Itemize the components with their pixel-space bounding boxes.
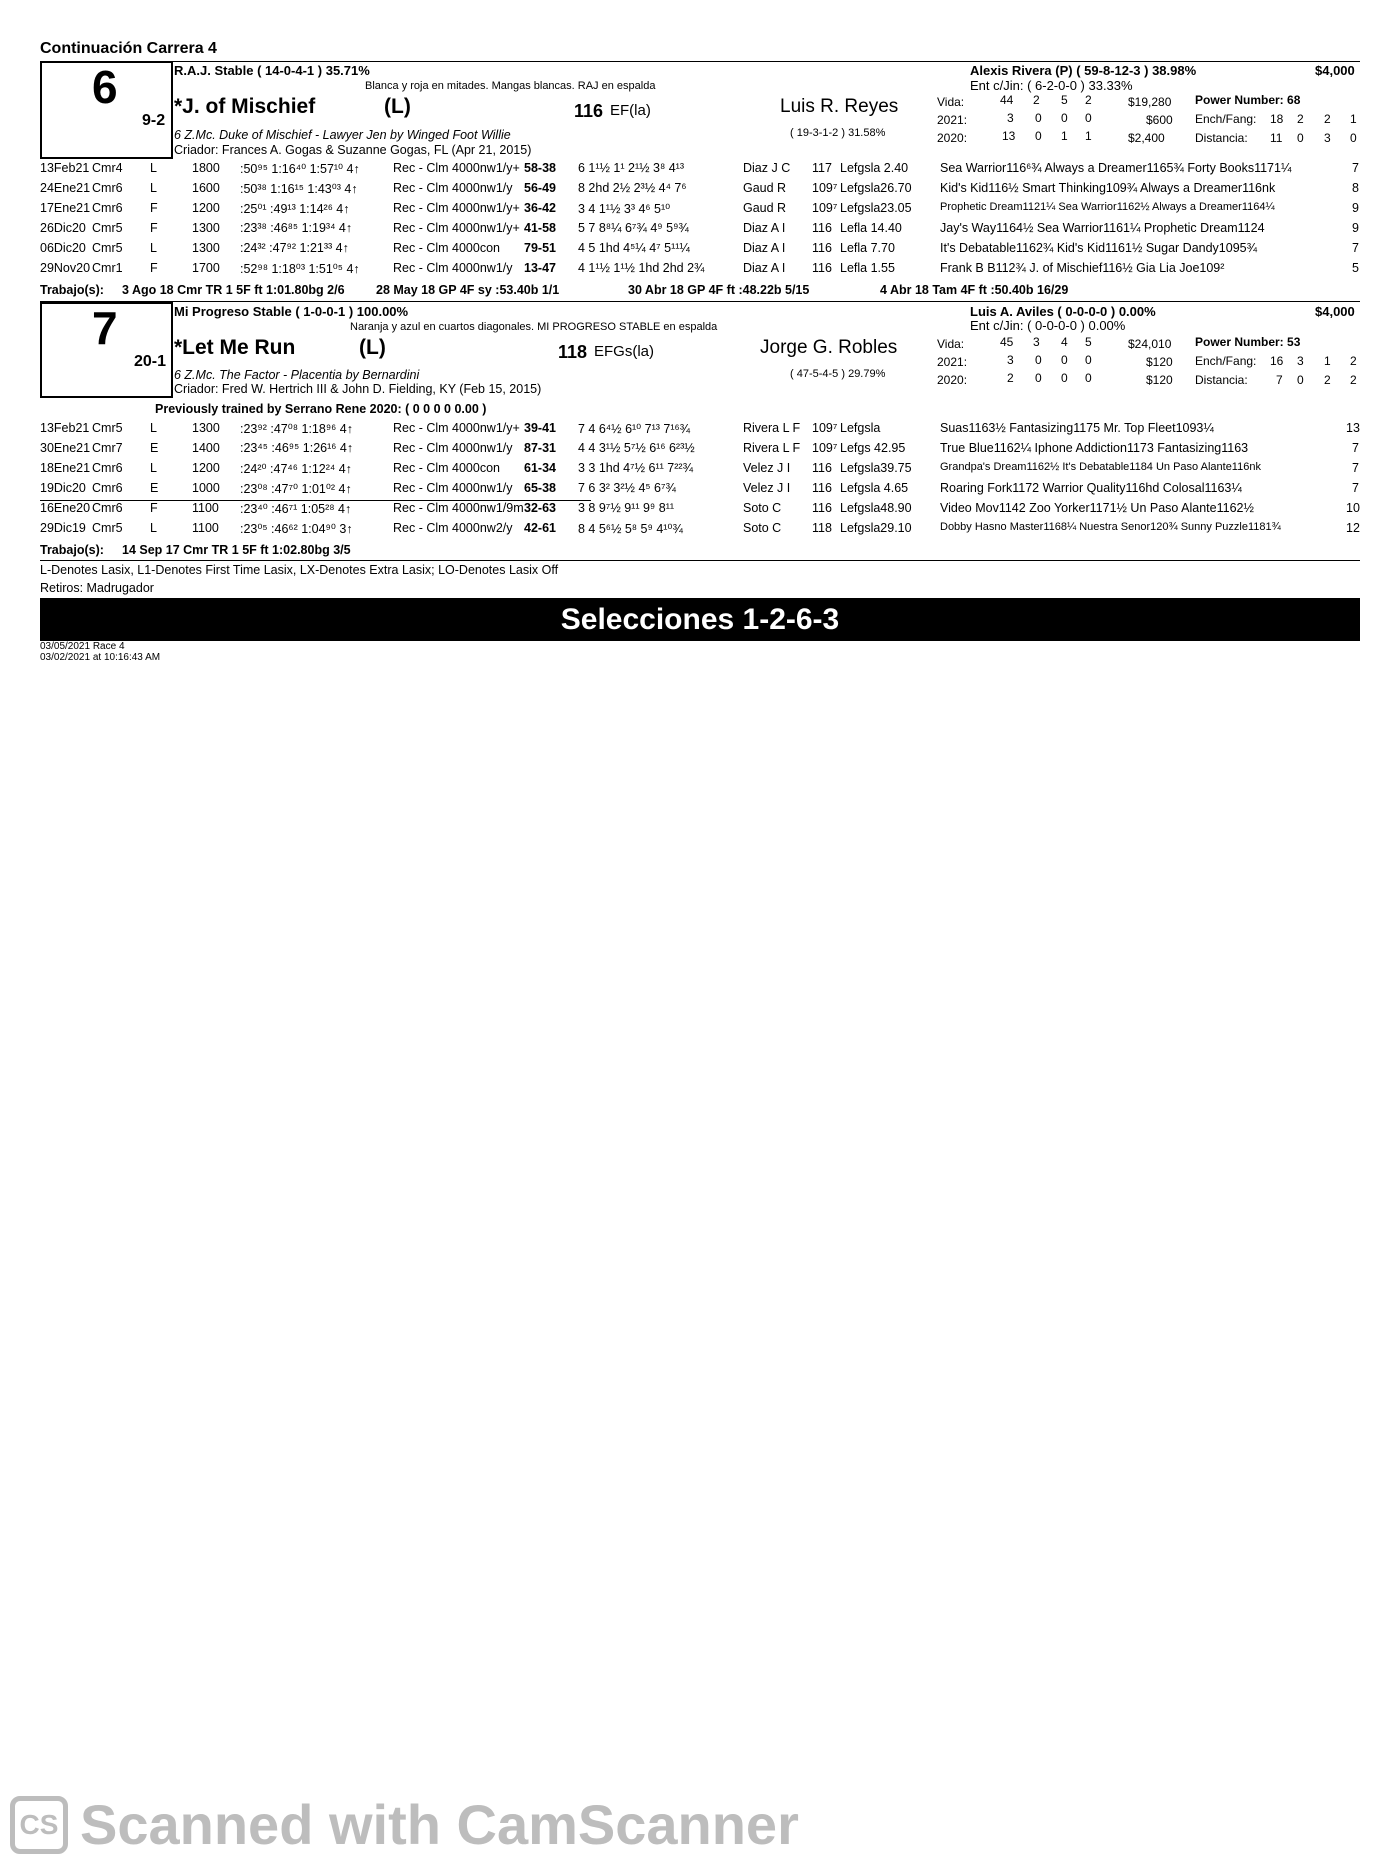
fractions: :24²⁰ :47⁴⁶ 1:12²⁴ 4↑ — [240, 462, 352, 476]
speed-figure: 41-58 — [524, 221, 556, 235]
stat-label: Distancia: — [1195, 373, 1248, 387]
distance: 1800 — [192, 161, 220, 175]
race-track: Cmr7 — [92, 441, 123, 455]
workout: 4 Abr 18 Tam 4F ft :50.40b 16/29 — [880, 283, 1069, 297]
stat-starts: 45 — [1000, 335, 1014, 349]
stat-wins: 0 — [1035, 129, 1042, 143]
stat-starts: 44 — [1000, 93, 1014, 107]
breeder: Criador: Frances A. Gogas & Suzanne Gogas, FL (Apr 21, 2015) — [174, 143, 532, 157]
odds: Lefgsla 2.40 — [840, 161, 909, 175]
odds: Lefla 7.70 — [840, 241, 895, 255]
stat-label: 2021: — [937, 113, 968, 127]
past-performance-row — [0, 461, 1389, 481]
stat-label: Ench/Fang: — [1195, 112, 1257, 126]
race-weight: 116 — [812, 501, 832, 515]
finishers: Roaring Fork1172 Warrior Quality116hd Colosal1163¼ — [940, 481, 1242, 495]
odds: Lefgsla26.70 — [840, 181, 912, 195]
jockey-name: Luis R. Reyes — [780, 96, 899, 117]
distance: 1600 — [192, 181, 220, 195]
surface: L — [150, 181, 157, 195]
surface: E — [150, 481, 159, 495]
stat-wins: 2 — [1297, 112, 1304, 126]
stat-wins: 2 — [1033, 93, 1040, 107]
race-type: Rec - Clm 4000nw1/y+ — [393, 161, 520, 175]
equipment: EFGs(la) — [594, 343, 654, 360]
speed-figure: 61-34 — [524, 461, 556, 475]
stat-shows: 0 — [1085, 371, 1092, 385]
stat-label: 2020: — [937, 373, 968, 387]
past-performance-row — [0, 201, 1389, 221]
jockey: Diaz A I — [743, 261, 786, 275]
odds: Lefgsla29.10 — [840, 521, 912, 535]
race-type: Rec - Clm 4000nw1/y+ — [393, 201, 520, 215]
stat-wins: 0 — [1035, 111, 1042, 125]
race-track: Cmr5 — [92, 221, 123, 235]
field-size: 12 — [1346, 521, 1360, 535]
past-performance-row — [0, 261, 1389, 281]
lasix-flag: (L) — [359, 336, 386, 359]
race-weight: 109⁷ — [812, 421, 838, 435]
stat-starts: 3 — [1007, 111, 1014, 125]
stat-places: 2 — [1324, 373, 1331, 387]
fractions: :25⁰¹ :49¹³ 1:14²⁶ 4↑ — [240, 202, 350, 216]
speed-figure: 39-41 — [524, 421, 556, 435]
stat-shows: 0 — [1085, 353, 1092, 367]
race-type: Rec - Clm 4000con — [393, 461, 500, 475]
finishers: Frank B B112¾ J. of Mischief116½ Gia Lia Joe109² — [940, 261, 1225, 275]
stat-label: 2020: — [937, 131, 968, 145]
surface: L — [150, 461, 157, 475]
fractions: :23⁴⁰ :46⁷¹ 1:05²⁸ 4↑ — [240, 502, 352, 516]
fractions: :23⁰⁸ :47⁷⁰ 1:01⁰² 4↑ — [240, 482, 352, 496]
stat-shows: 2 — [1350, 354, 1357, 368]
stat-starts: 18 — [1270, 112, 1284, 126]
race-type: Rec - Clm 4000nw1/y — [393, 441, 513, 455]
trainer-jockey: Ent c/Jin: ( 6-2-0-0 ) 33.33% — [970, 78, 1133, 93]
race-date: 13Feb21 — [40, 161, 90, 175]
speed-figure: 56-49 — [524, 181, 556, 195]
finishers: Dobby Hasno Master1168¼ Nuestra Senor120¾ Sunny Puzzle1181¾ — [940, 521, 1281, 533]
past-performance-row — [0, 501, 1389, 521]
owner: Mi Progreso Stable ( 1-0-0-1 ) 100.00% — [174, 304, 409, 319]
distance: 1700 — [192, 261, 220, 275]
claim-price: $4,000 — [1315, 304, 1355, 319]
running-line: 7 4 6⁴½ 6¹⁰ 7¹³ 7¹⁶¾ — [578, 422, 691, 436]
workout: 14 Sep 17 Cmr TR 1 5F ft 1:02.80bg 3/5 — [122, 543, 351, 557]
stat-shows: 5 — [1085, 335, 1092, 349]
fractions: :23⁰⁵ :46⁶² 1:04⁹⁰ 3↑ — [240, 522, 353, 536]
field-size: 7 — [1352, 441, 1359, 455]
stat-starts: 2 — [1007, 371, 1014, 385]
distance: 1200 — [192, 201, 220, 215]
stat-places: 5 — [1061, 93, 1068, 107]
divider — [172, 61, 1360, 62]
running-line: 4 1¹½ 1¹½ 1hd 2hd 2¾ — [578, 261, 705, 275]
stat-shows: 2 — [1350, 373, 1357, 387]
weight: 118 — [558, 342, 588, 362]
lasix-note: L-Denotes Lasix, L1-Denotes First Time Lasix, LX-Denotes Extra Lasix; LO-Denotes Lasix Off — [40, 563, 559, 577]
jockey-name: Jorge G. Robles — [760, 337, 898, 358]
race-weight: 117 — [812, 161, 832, 175]
speed-figure: 79-51 — [524, 241, 556, 255]
odds: Lefgsla39.75 — [840, 461, 912, 475]
silks: Naranja y azul en cuartos diagonales. MI PROGRESO STABLE en espalda — [350, 321, 718, 333]
speed-figure: 13-47 — [524, 261, 556, 275]
divider — [40, 301, 1360, 302]
field-size: 8 — [1352, 181, 1359, 195]
finishers: Suas1163½ Fantasizing1175 Mr. Top Fleet1093¼ — [940, 421, 1214, 435]
silks: Blanca y roja en mitades. Mangas blancas. RAJ en espalda — [365, 80, 656, 92]
power-number: Power Number: 53 — [1195, 335, 1301, 349]
race-date: 30Ene21 — [40, 441, 91, 455]
stat-places: 3 — [1324, 131, 1331, 145]
surface: E — [150, 441, 159, 455]
stat-places: 4 — [1061, 335, 1068, 349]
jockey-stats: ( 19-3-1-2 ) 31.58% — [790, 127, 886, 139]
race-date: 16Ene20 — [40, 501, 91, 515]
stat-earnings: $120 — [1146, 373, 1173, 387]
jockey: Diaz A I — [743, 241, 786, 255]
distance: 1300 — [192, 221, 220, 235]
stat-earnings: $19,280 — [1128, 95, 1172, 109]
field-size: 5 — [1352, 261, 1359, 275]
race-date: 29Dic19 — [40, 521, 86, 535]
fractions: :23⁹² :47⁰⁸ 1:18⁹⁶ 4↑ — [240, 422, 354, 436]
trainer-jockey: Ent c/Jin: ( 0-0-0-0 ) 0.00% — [970, 318, 1126, 333]
stat-starts: 3 — [1007, 353, 1014, 367]
stat-shows: 1 — [1350, 112, 1357, 126]
field-size: 7 — [1352, 161, 1359, 175]
stat-starts: 13 — [1002, 129, 1016, 143]
speed-figure: 65-38 — [524, 481, 556, 495]
running-line: 7 6 3² 3²½ 4⁵ 6⁷¾ — [578, 481, 676, 495]
past-performance-row — [0, 181, 1389, 201]
jockey: Soto C — [743, 501, 782, 515]
odds: Lefgsla 4.65 — [840, 481, 909, 495]
workouts-row — [0, 283, 1389, 303]
stat-shows: 0 — [1350, 131, 1357, 145]
stat-shows: 0 — [1085, 111, 1092, 125]
breeder: Criador: Fred W. Hertrich III & John D. Fielding, KY (Feb 15, 2015) — [174, 382, 542, 396]
stat-earnings: $600 — [1146, 113, 1173, 127]
camscanner-logo-icon: CS — [10, 1796, 68, 1854]
stat-label: Vida: — [937, 337, 965, 351]
surface: L — [150, 241, 157, 255]
race-track: Cmr5 — [92, 521, 123, 535]
post-number: 7 — [92, 302, 118, 354]
stat-places: 1 — [1324, 354, 1331, 368]
jockey: Velez J I — [743, 461, 791, 475]
race-weight: 109⁷ — [812, 181, 838, 195]
race-type: Rec - Clm 4000nw2/y — [393, 521, 513, 535]
field-size: 9 — [1352, 201, 1359, 215]
workouts-label: Trabajo(s): — [40, 283, 104, 297]
jockey: Rivera L F — [743, 441, 801, 455]
stat-starts: 7 — [1276, 373, 1283, 387]
jockey-stats: ( 47-5-4-5 ) 29.79% — [790, 368, 886, 380]
trainer: Alexis Rivera (P) ( 59-8-12-3 ) 38.98% — [970, 63, 1197, 78]
fractions: :50⁹⁵ 1:16⁴⁰ 1:57¹⁰ 4↑ — [240, 162, 360, 176]
stat-wins: 0 — [1035, 371, 1042, 385]
race-track: Cmr4 — [92, 161, 123, 175]
race-type: Rec - Clm 4000nw1/y — [393, 481, 513, 495]
odds: Lefgsla — [840, 421, 881, 435]
workouts-label: Trabajo(s): — [40, 543, 104, 557]
field-size: 7 — [1352, 481, 1359, 495]
jockey: Diaz J C — [743, 161, 791, 175]
finishers: True Blue1162¼ Iphone Addiction1173 Fantasizing1163 — [940, 441, 1249, 455]
jockey: Diaz A I — [743, 221, 786, 235]
past-performance-row — [0, 221, 1389, 241]
stat-places: 0 — [1061, 371, 1068, 385]
stat-earnings: $2,400 — [1128, 131, 1165, 145]
claim-price: $4,000 — [1315, 63, 1355, 78]
distance: 1300 — [192, 421, 220, 435]
race-date: 18Ene21 — [40, 461, 91, 475]
stat-label: 2021: — [937, 355, 968, 369]
race-date: 24Ene21 — [40, 181, 91, 195]
race-track: Cmr5 — [92, 421, 123, 435]
speed-figure: 36-42 — [524, 201, 556, 215]
odds: Lefla 1.55 — [840, 261, 895, 275]
stat-label: Distancia: — [1195, 131, 1248, 145]
distance: 1100 — [192, 501, 219, 515]
fractions: :50³⁸ 1:16¹⁵ 1:43⁰³ 4↑ — [240, 182, 358, 196]
distance: 1200 — [192, 461, 220, 475]
running-line: 3 3 1hd 4⁷½ 6¹¹ 7²²¾ — [578, 461, 694, 475]
stat-starts: 11 — [1270, 131, 1283, 145]
race-track: Cmr6 — [92, 201, 123, 215]
stat-wins: 3 — [1297, 354, 1304, 368]
stat-shows: 1 — [1085, 129, 1092, 143]
printed-timestamp: 03/02/2021 at 10:16:43 AM — [40, 652, 161, 663]
race-weight: 116 — [812, 481, 832, 495]
field-size: 7 — [1352, 241, 1359, 255]
finishers: Prophetic Dream1121¼ Sea Warrior1162½ Always a Dreamer1164¼ — [940, 201, 1275, 213]
odds: Lefgsla23.05 — [840, 201, 912, 215]
running-line: 8 2hd 2½ 2³½ 4⁴ 7⁶ — [578, 181, 687, 195]
race-weight: 109⁷ — [812, 201, 838, 215]
speed-figure: 58-38 — [524, 161, 556, 175]
selections-banner: Selecciones 1-2-6-3 — [40, 598, 1360, 641]
running-line: 3 8 9⁷½ 9¹¹ 9⁹ 8¹¹ — [578, 501, 675, 515]
race-type: Rec - Clm 4000con — [393, 241, 500, 255]
finishers: Sea Warrior116⁶¾ Always a Dreamer1165¾ Forty Books1171¼ — [940, 161, 1292, 175]
morning-line-odds: 20-1 — [134, 353, 167, 370]
divider — [40, 560, 1360, 561]
race-weight: 116 — [812, 261, 832, 275]
surface: L — [150, 421, 157, 435]
trainer: Luis A. Aviles ( 0-0-0-0 ) 0.00% — [970, 304, 1156, 319]
finishers: Video Mov1142 Zoo Yorker1171½ Un Paso Alante1162½ — [940, 501, 1254, 515]
running-line: 4 4 3¹½ 5⁷½ 6¹⁶ 6²³½ — [578, 441, 695, 455]
surface: F — [150, 501, 158, 515]
race-type: Rec - Clm 4000nw1/9m — [393, 501, 524, 515]
stat-wins: 0 — [1297, 131, 1304, 145]
camscanner-watermark: Scanned with CamScanner — [80, 1793, 799, 1856]
running-line: 5 7 8⁸¼ 6⁷¾ 4⁹ 5⁹¾ — [578, 221, 689, 235]
stat-shows: 2 — [1085, 93, 1092, 107]
race-track: Cmr6 — [92, 461, 123, 475]
weight: 116 — [574, 101, 604, 121]
jockey: Velez J I — [743, 481, 791, 495]
running-line: 3 4 1¹½ 3³ 4⁶ 5¹⁰ — [578, 202, 671, 216]
odds: Lefla 14.40 — [840, 221, 902, 235]
stat-earnings: $120 — [1146, 355, 1173, 369]
past-performance-row — [0, 481, 1389, 501]
odds: Lefgs 42.95 — [840, 441, 906, 455]
race-date: 19Dic20 — [40, 481, 86, 495]
distance: 1300 — [192, 241, 220, 255]
speed-figure: 87-31 — [524, 441, 556, 455]
running-line: 8 4 5⁶½ 5⁸ 5⁹ 4¹⁰¾ — [578, 522, 683, 536]
race-track: Cmr1 — [92, 261, 123, 275]
jockey: Soto C — [743, 521, 782, 535]
owner: R.A.J. Stable ( 14-0-4-1 ) 35.71% — [174, 63, 370, 78]
stat-label: Ench/Fang: — [1195, 354, 1257, 368]
race-type: Rec - Clm 4000nw1/y+ — [393, 221, 520, 235]
race-date: 17Ene21 — [40, 201, 91, 215]
running-line: 6 1¹½ 1¹ 2¹½ 3⁸ 4¹³ — [578, 161, 685, 175]
field-size: 13 — [1346, 421, 1360, 435]
workout: 3 Ago 18 Cmr TR 1 5F ft 1:01.80bg 2/6 — [122, 283, 345, 297]
distance: 1400 — [192, 441, 220, 455]
stat-places: 2 — [1324, 112, 1331, 126]
race-track: Cmr5 — [92, 241, 123, 255]
race-track: Cmr6 — [92, 501, 123, 515]
equipment: EF(la) — [610, 102, 651, 119]
past-performance-row — [0, 241, 1389, 261]
stat-wins: 0 — [1035, 353, 1042, 367]
stat-places: 0 — [1061, 111, 1068, 125]
running-line: 4 5 1hd 4⁵¼ 4⁷ 5¹¹¼ — [578, 241, 690, 255]
surface: F — [150, 201, 158, 215]
race-weight: 116 — [812, 461, 832, 475]
surface: F — [150, 261, 158, 275]
race-type: Rec - Clm 4000nw1/y+ — [393, 421, 520, 435]
race-weight: 109⁷ — [812, 441, 838, 455]
race-weight: 116 — [812, 221, 832, 235]
stat-earnings: $24,010 — [1128, 337, 1172, 351]
morning-line-odds: 9-2 — [142, 112, 166, 129]
stat-places: 0 — [1061, 353, 1068, 367]
race-date-line: 03/05/2021 Race 4 — [40, 641, 125, 652]
race-date: 26Dic20 — [40, 221, 86, 235]
fractions: :52⁹⁸ 1:18⁰³ 1:51⁰⁵ 4↑ — [240, 262, 360, 276]
race-date: 06Dic20 — [40, 241, 86, 255]
scratches: Retiros: Madrugador — [40, 581, 154, 595]
race-weight: 116 — [812, 241, 832, 255]
stat-label: Vida: — [937, 95, 965, 109]
horse-name: *Let Me Run — [174, 336, 296, 359]
pedigree: 6 Z.Mc. The Factor - Placentia by Bernardini — [174, 368, 420, 382]
surface: F — [150, 221, 158, 235]
workout: 30 Abr 18 GP 4F ft :48.22b 5/15 — [628, 283, 810, 297]
stat-wins: 0 — [1297, 373, 1304, 387]
power-number: Power Number: 68 — [1195, 93, 1301, 107]
fractions: :23⁴⁵ :46⁹⁵ 1:26¹⁶ 4↑ — [240, 441, 354, 455]
fractions: :24³² :47⁹² 1:21³³ 4↑ — [240, 241, 349, 255]
distance: 1000 — [192, 481, 220, 495]
field-size: 10 — [1346, 501, 1360, 515]
stat-wins: 3 — [1033, 335, 1040, 349]
race-type: Rec - Clm 4000nw1/y — [393, 261, 513, 275]
field-size: 9 — [1352, 221, 1359, 235]
race-weight: 118 — [812, 521, 832, 535]
race-track: Cmr6 — [92, 481, 123, 495]
fractions: :23³⁸ :46⁸⁵ 1:19³⁴ 4↑ — [240, 221, 353, 235]
jockey: Gaud R — [743, 201, 787, 215]
race-date: 29Nov20 — [40, 261, 91, 275]
finishers: It's Debatable1162¾ Kid's Kid1161½ Sugar Dandy1095¾ — [940, 241, 1258, 255]
finishers: Grandpa's Dream1162½ It's Debatable1184 Un Paso Alante116nk — [940, 461, 1261, 473]
race-date: 13Feb21 — [40, 421, 90, 435]
stat-places: 1 — [1061, 129, 1068, 143]
page-title: Continuación Carrera 4 — [40, 40, 217, 57]
post-number: 6 — [92, 61, 118, 113]
previous-trainer: Previously trained by Serrano Rene 2020: ( 0 0 0 0 0.00 ) — [155, 402, 487, 416]
surface: L — [150, 161, 157, 175]
past-performance-row — [0, 441, 1389, 461]
field-size: 7 — [1352, 461, 1359, 475]
workout: 28 May 18 GP 4F sy :53.40b 1/1 — [376, 283, 560, 297]
jockey: Gaud R — [743, 181, 787, 195]
speed-figure: 42-61 — [524, 521, 556, 535]
finishers: Jay's Way1164½ Sea Warrior1161¼ Prophetic Dream1124 — [940, 221, 1265, 235]
surface: L — [150, 521, 157, 535]
distance: 1100 — [192, 521, 219, 535]
race-type: Rec - Clm 4000nw1/y — [393, 181, 513, 195]
past-performance-row — [0, 521, 1389, 541]
pedigree: 6 Z.Mc. Duke of Mischief - Lawyer Jen by Winged Foot Willie — [174, 128, 511, 142]
finishers: Kid's Kid116½ Smart Thinking109¾ Always a Dreamer116nk — [940, 181, 1276, 195]
past-performance-row — [0, 161, 1389, 181]
odds: Lefgsla48.90 — [840, 501, 912, 515]
lasix-flag: (L) — [384, 95, 411, 118]
stat-starts: 16 — [1270, 354, 1284, 368]
jockey: Rivera L F — [743, 421, 801, 435]
past-performance-row — [0, 421, 1389, 441]
speed-figure: 32-63 — [524, 501, 556, 515]
race-track: Cmr6 — [92, 181, 123, 195]
horse-name: *J. of Mischief — [174, 95, 316, 118]
